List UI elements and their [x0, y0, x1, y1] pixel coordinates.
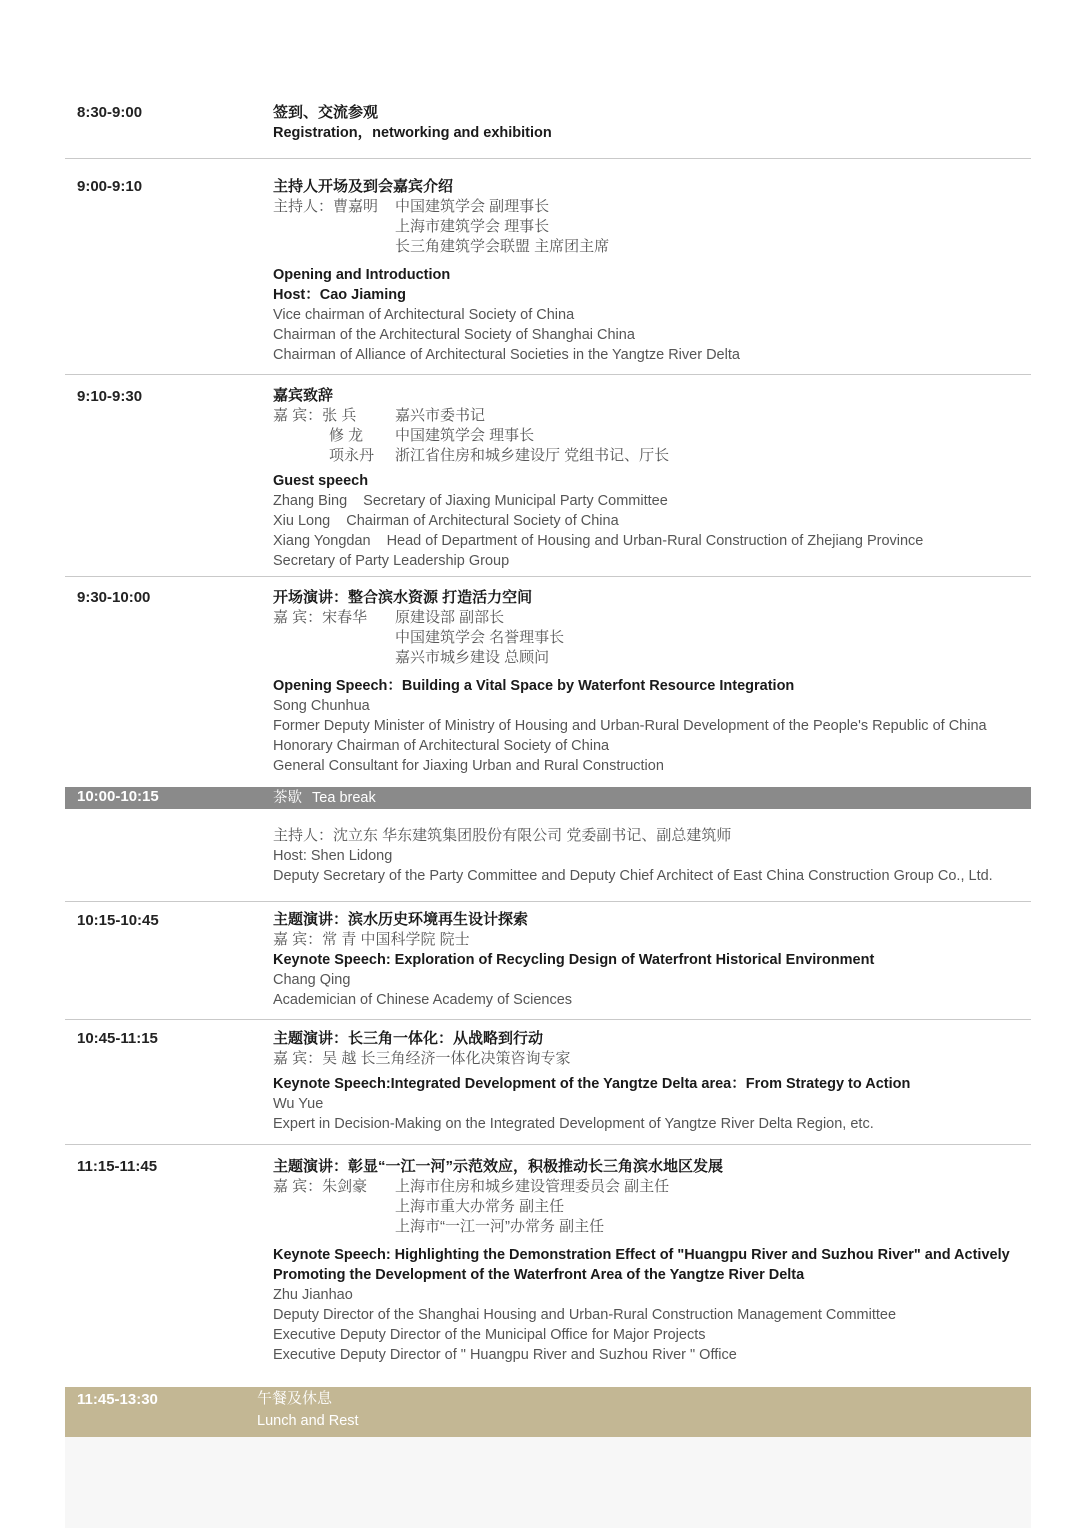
guest-role-zh: 嘉兴市委书记 [395, 407, 486, 424]
guest-role-zh: 上海市住房和城乡建设管理委员会 副主任 [395, 1178, 670, 1195]
time-slot: 11:15-11:45 [77, 1158, 158, 1175]
time-slot: 9:30-10:00 [77, 589, 151, 606]
guest-role-zh: 上海市重大办常务 副主任 [395, 1198, 565, 1215]
time-slot: 10:15-10:45 [77, 912, 159, 929]
guest-name-en: Zhang Bing [273, 493, 348, 509]
time-slot: 10:45-11:15 [77, 1030, 158, 1047]
guest-role-en: Expert in Decision-Making on the Integrated Development of Yangtze River Delta Region, etc. [273, 1116, 874, 1132]
host-role-zh: 长三角建筑学会联盟 主席团主席 [395, 238, 610, 255]
schedule-row-registration [65, 96, 1031, 159]
guest-role-zh: 中国建筑学会 名誉理事长 [395, 629, 565, 646]
session-title-en: Opening Speech：Building a Vital Space by Waterfont Resource Integration [273, 678, 795, 694]
session-title-en: Keynote Speech:Integrated Development of the Yangtze Delta area：From Strategy to Action [273, 1076, 911, 1092]
host-role-en: Chairman of the Architectural Society of Shanghai China [273, 327, 635, 343]
guest-role-en: Honorary Chairman of Architectural Society of China [273, 738, 610, 754]
guest-role-zh: 浙江省住房和城乡建设厅 党组书记、厅长 [395, 447, 670, 464]
guest-role-zh: 嘉兴市城乡建设 总顾问 [395, 649, 550, 666]
time-slot: 9:00-9:10 [77, 178, 143, 195]
guest-name-zh: 嘉 宾：朱剑豪 [273, 1178, 368, 1195]
host-name-en: Host：Cao Jiaming [273, 287, 406, 303]
guest-name-zh: 修 龙 [329, 427, 364, 444]
guest-role-en: Deputy Director of the Shanghai Housing and Urban-Rural Construction Management Committee [273, 1307, 897, 1323]
guest-role-en: Executive Deputy Director of the Municipal Office for Major Projects [273, 1327, 706, 1343]
session-title-zh: 主题演讲：滨水历史环境再生设计探索 [273, 911, 529, 928]
session-title-zh: 嘉宾致辞 [273, 387, 334, 404]
host-role-en: Chairman of Alliance of Architectural Societies in the Yangtze River Delta [273, 347, 740, 363]
guest-role-en: Chairman of Architectural Society of China [346, 513, 619, 529]
guest-name-zh: 嘉 宾：张 兵 [273, 407, 357, 424]
host-name-en: Host: Shen Lidong [273, 848, 393, 864]
break-title-zh: 午餐及休息 [257, 1390, 333, 1407]
schedule-row-opening [65, 159, 1031, 375]
time-slot: 11:45-13:30 [77, 1391, 158, 1408]
guest-zh: 嘉 宾：吴 越 长三角经济一体化决策咨询专家 [273, 1050, 571, 1067]
lunch-band [65, 1387, 1031, 1437]
guest-role-en: Secretary of Party Leadership Group [273, 553, 510, 569]
schedule-row-keynote-3 [65, 1145, 1031, 1387]
host-zh: 主持人：沈立东 华东建筑集团股份有限公司 党委副书记、副总建筑师 [273, 827, 732, 844]
schedule-row-guest-speech [65, 375, 1031, 577]
guest-role-en: General Consultant for Jiaxing Urban and Rural Construction [273, 758, 664, 774]
guest-name-en: Wu Yue [273, 1096, 324, 1112]
session-title-zh: 签到、交流参观 [273, 104, 379, 121]
guest-name-zh: 项永丹 [329, 447, 375, 464]
host-role-zh: 上海市建筑学会 理事长 [395, 218, 550, 235]
guest-role-zh: 上海市“一江一河”办常务 副主任 [395, 1218, 605, 1235]
guest-name-en: Xiu Long [273, 513, 331, 529]
guest-name-en: Xiang Yongdan [273, 533, 371, 549]
break-title-en: Lunch and Rest [257, 1413, 359, 1429]
schedule-row-keynote-2 [65, 1020, 1031, 1145]
guest-role-en: Former Deputy Minister of Ministry of Housing and Urban-Rural Development of the People's Republic of China [273, 718, 987, 734]
guest-name-en: Zhu Jianhao [273, 1287, 353, 1303]
guest-role-en: Head of Department of Housing and Urban-Rural Construction of Zhejiang Province [386, 533, 924, 549]
guest-name-en: Song Chunhua [273, 698, 370, 714]
host-name-zh: 主持人：曹嘉明 [273, 198, 379, 215]
guest-role-en: Secretary of Jiaxing Municipal Party Committee [363, 493, 668, 509]
session-title-zh: 开场演讲：整合滨水资源 打造活力空间 [273, 589, 533, 606]
time-slot: 10:00-10:15 [77, 788, 159, 805]
host-role-en: Vice chairman of Architectural Society of China [273, 307, 575, 323]
schedule-row-opening-speech [65, 577, 1031, 787]
bottom-tint [65, 1437, 1031, 1528]
schedule-row-keynote-1 [65, 902, 1031, 1020]
session-title-en: Registration，networking and exhibition [273, 125, 552, 141]
break-title-zh: 茶歇 [273, 790, 302, 806]
session-title-zh: 主持人开场及到会嘉宾介绍 [273, 178, 454, 195]
host-role-zh: 中国建筑学会 副理事长 [395, 198, 550, 215]
guest-zh: 嘉 宾：常 青 中国科学院 院士 [273, 931, 470, 948]
guest-name-zh: 嘉 宾：宋春华 [273, 609, 368, 626]
break-title-en: Tea break [312, 790, 376, 806]
time-slot: 8:30-9:00 [77, 104, 143, 121]
guest-role-zh: 原建设部 副部长 [395, 609, 505, 626]
schedule-row-host [65, 809, 1031, 902]
session-title-en: Promoting the Development of the Waterfront Area of the Yangtze River Delta [273, 1267, 805, 1283]
session-title-en: Keynote Speech: Highlighting the Demonstration Effect of "Huangpu River and Suzhou River" and Actively [273, 1247, 1010, 1263]
guest-role-en: Academician of Chinese Academy of Sciences [273, 992, 573, 1008]
session-title-zh: 主题演讲：彰显“一江一河”示范效应，积极推动长三角滨水地区发展 [273, 1158, 724, 1175]
session-title-en: Guest speech [273, 473, 369, 489]
guest-name-en: Chang Qing [273, 972, 351, 988]
guest-role-en: Executive Deputy Director of " Huangpu River and Suzhou River " Office [273, 1347, 737, 1363]
host-role-en: Deputy Secretary of the Party Committee and Deputy Chief Architect of East China Construction Group Co., Ltd. [273, 868, 993, 884]
tea-break-band [65, 787, 1031, 809]
session-title-en: Keynote Speech: Exploration of Recycling Design of Waterfront Historical Environment [273, 952, 875, 968]
time-slot: 9:10-9:30 [77, 388, 143, 405]
session-title-en: Opening and Introduction [273, 267, 451, 283]
session-title-zh: 主题演讲：长三角一体化：从战略到行动 [273, 1030, 544, 1047]
guest-role-zh: 中国建筑学会 理事长 [395, 427, 535, 444]
